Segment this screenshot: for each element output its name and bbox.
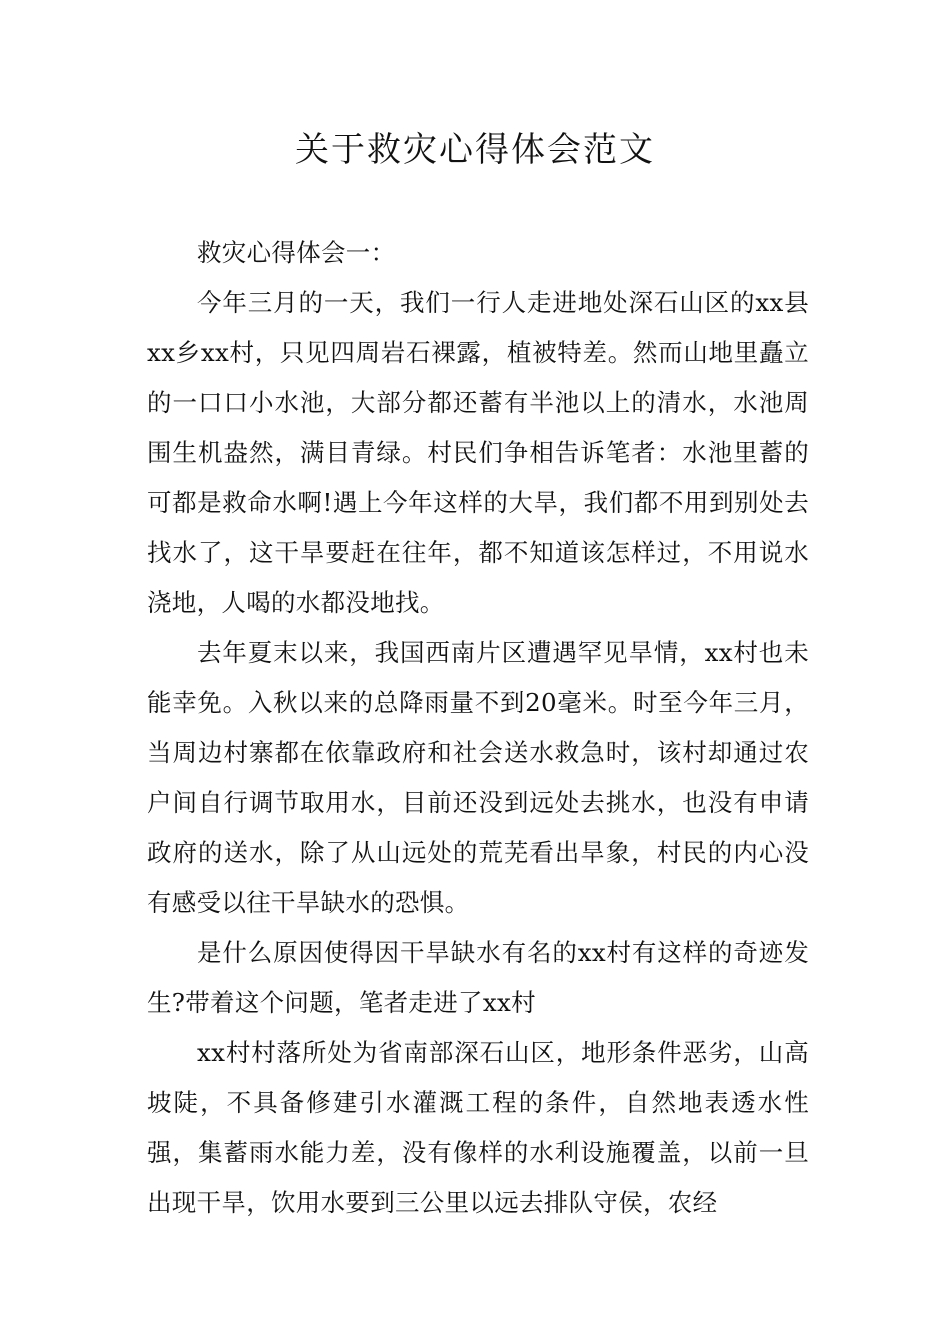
paragraph: 是什么原因使得因干旱缺水有名的xx村有这样的奇迹发生?带着这个问题，笔者走进了xx村 [147,938,809,1017]
paragraph-heading: 救灾心得体会一： [197,238,396,267]
document-title: 关于救灾心得体会范文 [295,130,655,170]
paragraph: xx村村落所处为省南部深石山区，地形条件恶劣，山高坡陡，不具备修建引水灌溉工程的条件，自然地表透水性强，集蓄雨水能力差，没有像样的水利设施覆盖，以前一旦出现干旱，饮用水要到三公里以远去排队守侯，农经 [147,1038,809,1217]
document-body [147,228,809,1228]
paragraph: 去年夏末以来，我国西南片区遭遇罕见旱情，xx村也未能幸免。入秋以来的总降雨量不到20毫米。时至今年三月，当周边村寨都在依靠政府和社会送水救急时，该村却通过农户间自行调节取用水，目前还没到远处去挑水，也没有申请政府的送水，除了从山远处的荒芜看出旱象，村民的内心没有感受以往干旱缺水的恐惧。 [147,638,809,917]
paragraph: 今年三月的一天，我们一行人走进地处深石山区的xx县xx乡xx村，只见四周岩石裸露，植被特差。然而山地里矗立的一口口小水池，大部分都还蓄有半池以上的清水，水池周围生机盎然，满目青绿。村民们争相告诉笔者：水池里蓄的可都是救命水啊!遇上今年这样的大旱，我们都不用到别处去找水了，这干旱要赶在往年，都不知道该怎样过，不用说水浇地，人喝的水都没地找。 [147,288,809,617]
